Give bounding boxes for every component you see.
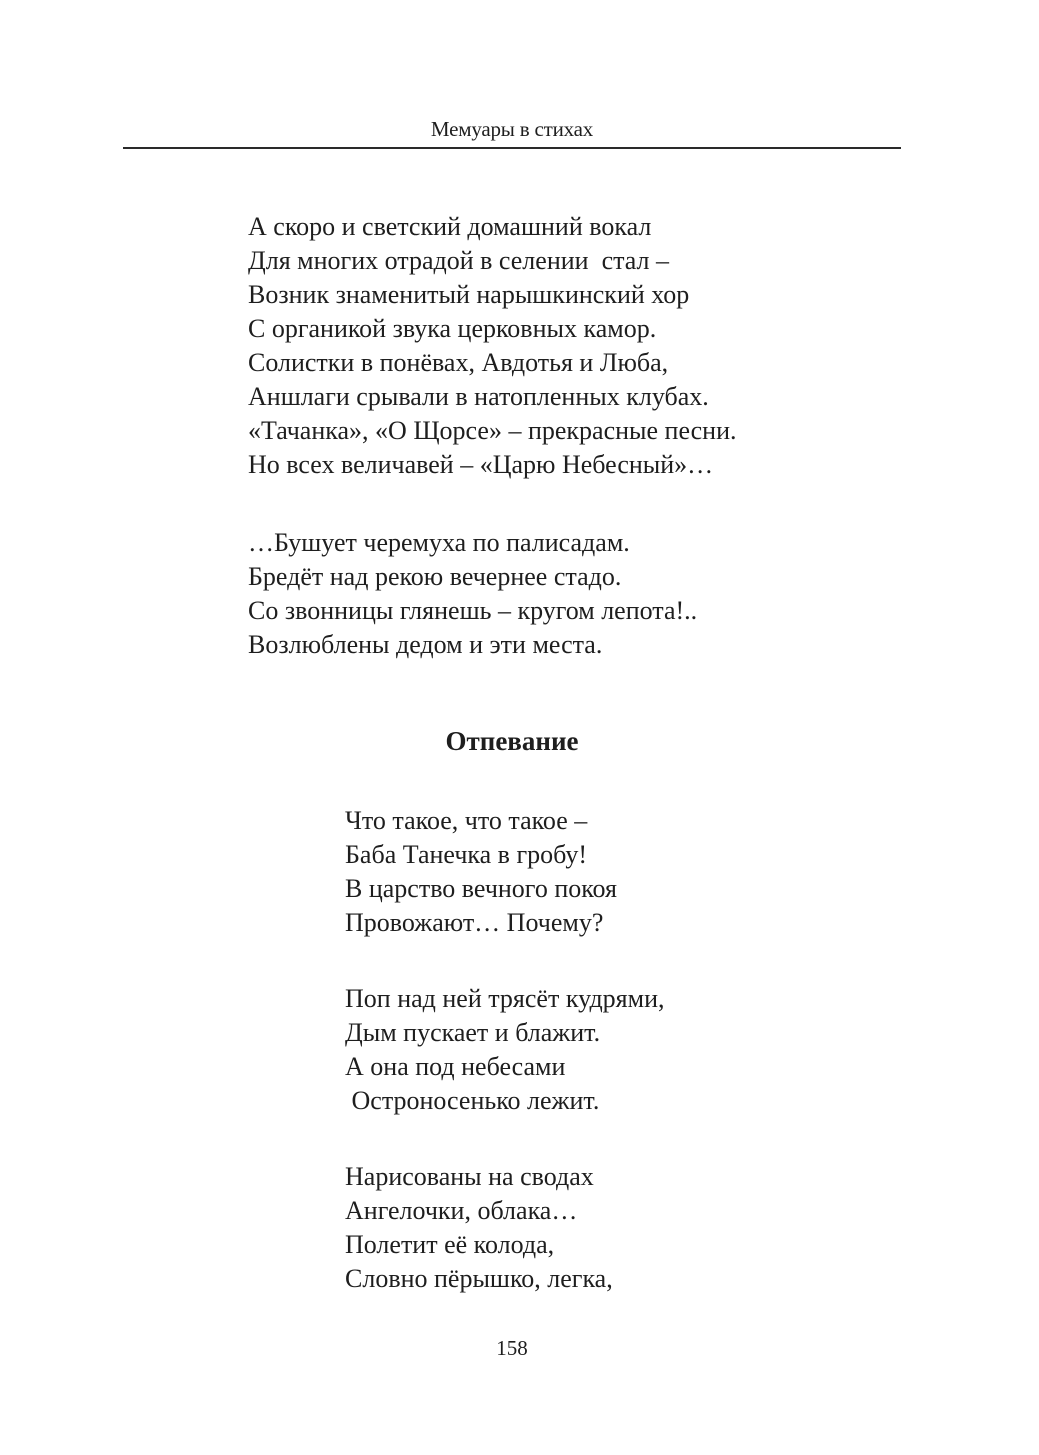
verse-line: Баба Танечка в гробу! xyxy=(345,840,588,869)
verse-line: Но всех величавей – «Царю Небесный»… xyxy=(248,450,714,479)
poem-stanza xyxy=(345,804,617,940)
verse-line: Остроносенько лежит. xyxy=(345,1086,600,1115)
poem-stanza xyxy=(345,1160,613,1296)
verse-line: Аншлаги срывали в натопленных клубах. xyxy=(248,382,709,411)
poem-stanza xyxy=(345,982,665,1118)
verse-line: Поп над ней трясёт кудрями, xyxy=(345,984,665,1013)
verse-line: В царство вечного покоя xyxy=(345,874,618,903)
verse-line: Бредёт над рекою вечернее стадо. xyxy=(248,562,622,591)
verse-line: Провожают… Почему? xyxy=(345,908,604,937)
verse-line: Полетит её колода, xyxy=(345,1230,555,1259)
verse-line: …Бушует черемуха по палисадам. xyxy=(248,528,630,557)
verse-line: Ангелочки, облака… xyxy=(345,1196,578,1225)
verse-line: Словно пёрышко, легка, xyxy=(345,1264,613,1293)
verse-line: Для многих отрадой в селении стал – xyxy=(248,246,670,275)
verse-line: «Тачанка», «О Щорсе» – прекрасные песни. xyxy=(248,416,737,445)
verse-line: Со звонницы глянешь – кругом лепота!.. xyxy=(248,596,698,625)
verse-line: Возник знаменитый нарышкинский хор xyxy=(248,280,690,309)
header-rule xyxy=(123,147,901,149)
running-head: Мемуары в стихах xyxy=(430,117,594,141)
page-number: 158 xyxy=(496,1336,528,1360)
verse-line: А скоро и светский домашний вокал xyxy=(248,212,652,241)
verse-line: А она под небесами xyxy=(345,1052,566,1081)
verse-line: Что такое, что такое – xyxy=(345,806,588,835)
poem-title: Отпевание xyxy=(445,726,579,756)
poem-stanza xyxy=(248,526,697,662)
verse-line: Возлюблены дедом и эти места. xyxy=(248,630,603,659)
verse-line: Солистки в понёвах, Авдотья и Люба, xyxy=(248,348,669,377)
verse-line: Дым пускает и блажит. xyxy=(345,1018,601,1047)
poem-stanza xyxy=(248,210,737,482)
verse-line: Нарисованы на сводах xyxy=(345,1162,594,1191)
verse-line: С органикой звука церковных камор. xyxy=(248,314,657,343)
